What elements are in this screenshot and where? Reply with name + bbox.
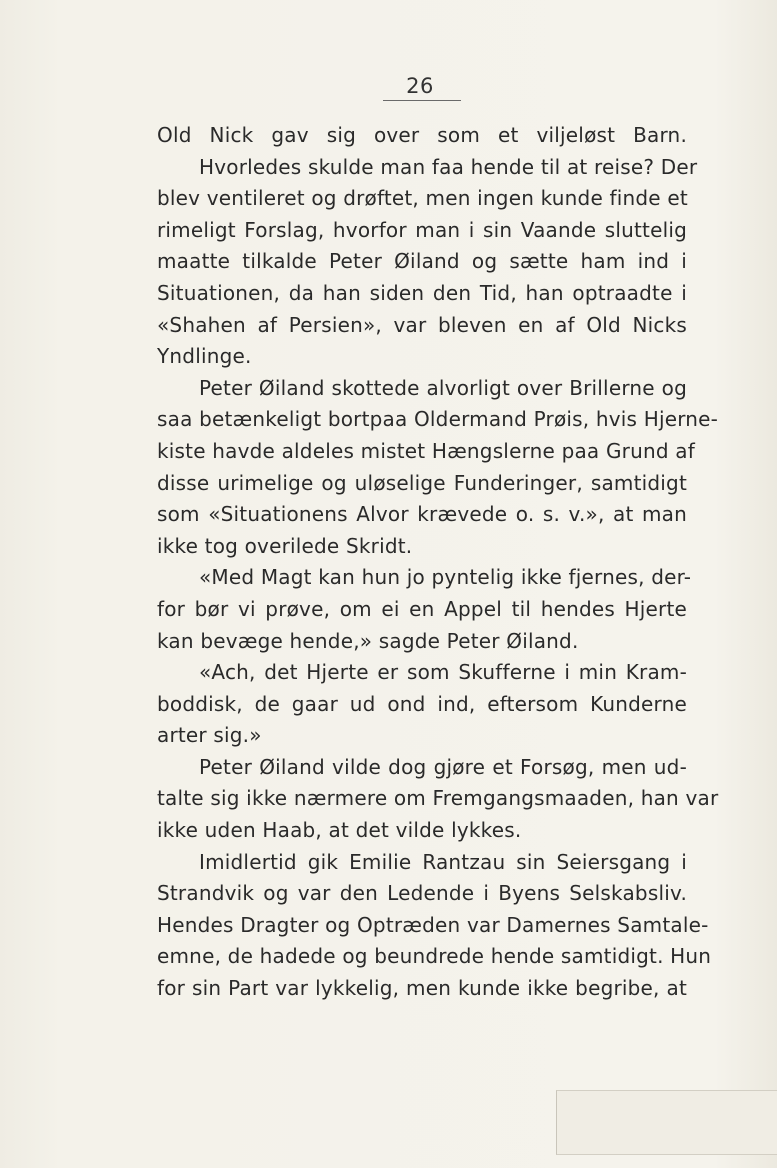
- text-line: arter sig.»: [157, 723, 262, 748]
- text-line: Strandvik og var den Ledende i Byens Selskabsliv.: [157, 881, 687, 906]
- text-line: Hendes Dragter og Optræden var Damernes Samtale-: [157, 912, 709, 937]
- text-line: for sin Part var lykkelig, men kunde ikke begribe, at: [157, 976, 687, 1001]
- text-line: ikke tog overilede Skridt.: [157, 533, 413, 558]
- text-line: Yndlinge.: [157, 344, 252, 369]
- text-line: Imidlertid gik Emilie Rantzau sin Seiersgang i: [199, 849, 687, 874]
- text-line: som «Situationens Alvor krævede o. s. v.», at man: [157, 502, 687, 527]
- page-number: 26: [406, 74, 434, 98]
- text-line: «Shahen af Persien», var bleven en af Old Nicks: [157, 312, 687, 337]
- text-line: blev ventileret og drøftet, men ingen kunde finde et: [157, 186, 688, 211]
- text-line: kan bevæge hende,» sagde Peter Øiland.: [157, 628, 579, 653]
- text-line: for bør vi prøve, om ei en Appel til hendes Hjerte: [157, 596, 687, 621]
- text-line: emne, de hadede og beundrede hende samtidigt. Hun: [157, 944, 712, 969]
- text-line: kiste havde aldeles mistet Hængslerne paa Grund af: [157, 438, 695, 463]
- page-number-rule: [383, 100, 461, 101]
- text-line: saa betænkeligt bortpaa Oldermand Prøis, hvis Hjerne-: [157, 407, 719, 432]
- text-line: Hvorledes skulde man faa hende til at reise? Der: [199, 154, 698, 179]
- text-line: Situationen, da han siden den Tid, han optraadte i: [157, 280, 687, 305]
- text-line: Old Nick gav sig over som et viljeløst Barn.: [157, 123, 687, 147]
- text-line: boddisk, de gaar ud ond ind, eftersom Kunderne: [157, 691, 687, 716]
- text-line: rimeligt Forslag, hvorfor man i sin Vaande sluttelig: [157, 217, 687, 242]
- paper-edge: [556, 1090, 777, 1155]
- text-line: disse urimelige og uløselige Funderinger, samtidigt: [157, 470, 687, 495]
- text-line: ikke uden Haab, at det vilde lykkes.: [157, 818, 522, 843]
- body-text: [157, 120, 719, 1005]
- text-line: «Ach, det Hjerte er som Skufferne i min Kram-: [199, 660, 687, 685]
- text-line: «Med Magt kan hun jo pyntelig ikke fjernes, der-: [199, 565, 692, 590]
- text-line: maatte tilkalde Peter Øiland og sætte ham ind i: [157, 249, 687, 274]
- text-line: Peter Øiland vilde dog gjøre et Forsøg, men ud-: [199, 754, 687, 779]
- text-line: talte sig ikke nærmere om Fremgangsmaaden, han var: [157, 786, 719, 811]
- text-line: Peter Øiland skottede alvorligt over Brillerne og: [199, 375, 687, 400]
